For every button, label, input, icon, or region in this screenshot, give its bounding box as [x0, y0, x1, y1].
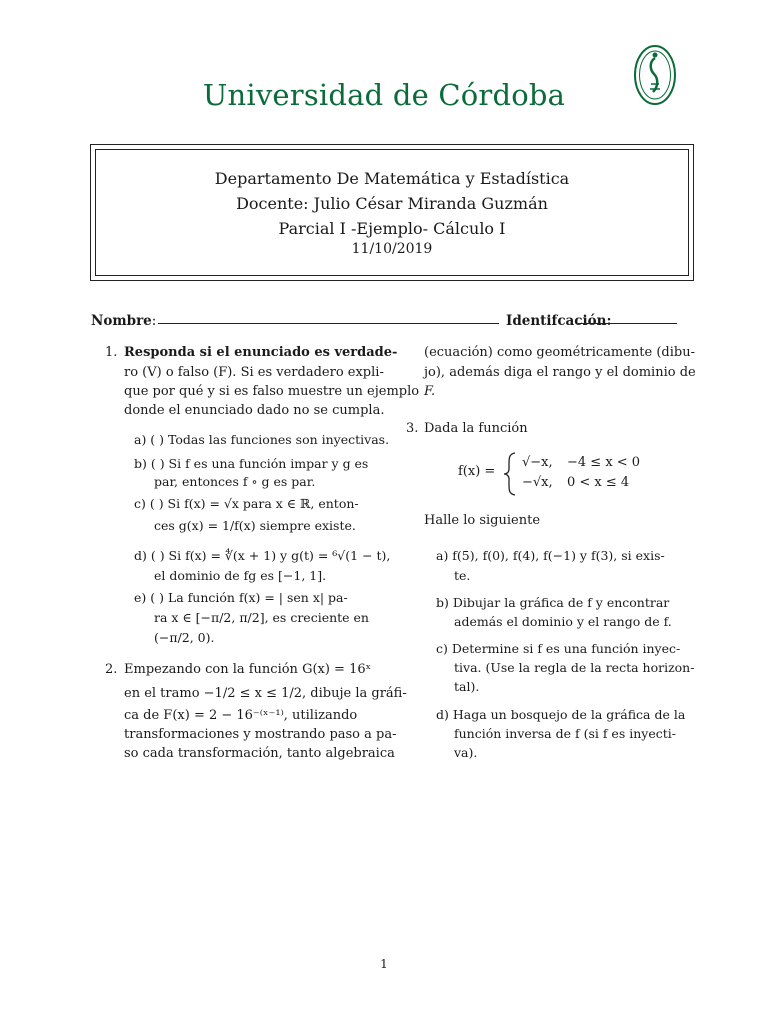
piecewise-brace: [503, 452, 517, 496]
teacher-name: Docente: Julio César Miranda Guzmán: [236, 194, 548, 213]
q3-item-d-2: función inversa de f (si f es inyecti-: [454, 726, 676, 741]
q2-line-2: en el tramo −1/2 ≤ x ≤ 1/2, dibuje la gráfi-: [124, 686, 407, 701]
q3-item-a-1: a) f(5), f(0), f(4), f(−1) y f(3), si exis-: [436, 548, 665, 563]
university-title: Universidad de Córdoba: [202, 78, 566, 112]
exam-date: 11/10/2019: [351, 241, 433, 257]
q1-item-e-3: (−π/2, 0).: [154, 630, 215, 645]
q1-item-e-2: ra x ∈ [−π/2, π/2], es creciente en: [154, 610, 369, 625]
q2-line-4: transformaciones y mostrando paso a pa-: [124, 727, 397, 742]
university-seal-logo: [633, 44, 677, 106]
exam-title: Parcial I -Ejemplo- Cálculo I: [278, 219, 506, 238]
q1-item-d-1: d) ( ) Si f(x) = ∜(x + 1) y g(t) = ⁶√(1 − t),: [134, 548, 391, 563]
q1-line-3: que por qué y si es falso muestre un ejemplo: [124, 384, 420, 399]
q1-item-a: a) ( ) Todas las funciones son inyectivas.: [134, 432, 390, 447]
q2-cont-3: F.: [424, 384, 436, 399]
q2-cont-1: (ecuación) como geométricamente (dibu-: [424, 345, 695, 360]
q1-line-2: ro (V) o falso (F). Si es verdadero expli-: [124, 365, 384, 380]
id-field[interactable]: [578, 311, 677, 324]
q3-item-a-2: te.: [454, 568, 471, 583]
q3-case-1-expr: √−x,: [522, 455, 553, 470]
q3-item-b-2: además el dominio y el rango de f.: [454, 614, 672, 629]
q3-item-b-1: b) Dibujar la gráfica de f y encontrar: [436, 595, 670, 610]
name-field[interactable]: [158, 311, 499, 324]
q3-case-1-cond: −4 ≤ x < 0: [567, 455, 641, 470]
name-row: Nombre:: [91, 313, 157, 329]
q3-item-d-3: va).: [454, 745, 478, 760]
q2-cont-2: jo), además diga el rango y el dominio de: [424, 365, 696, 380]
q3-function-lhs: f(x) =: [458, 464, 496, 479]
q3-case-2-expr: −√x,: [522, 475, 553, 490]
q2-line-1: Empezando con la función G(x) = 16ˣ: [124, 662, 372, 677]
department-name: Departamento De Matemática y Estadística: [214, 169, 570, 188]
q3-case-2-cond: 0 < x ≤ 4: [567, 475, 630, 490]
q3-item-c-2: tiva. (Use la regla de la recta horizon-: [454, 660, 695, 675]
header-box: [90, 144, 694, 281]
q3-number: 3.: [406, 421, 419, 436]
q1-number: 1.: [105, 345, 118, 360]
q1-line-1: Responda si el enunciado es verdade-: [124, 345, 398, 360]
id-label: Identifcación:: [506, 313, 612, 329]
q2-line-5: so cada transformación, tanto algebraica: [124, 746, 395, 761]
q2-line-3: ca de F(x) = 2 − 16⁻⁽ˣ⁻¹⁾, utilizando: [124, 708, 358, 723]
name-label: Nombre: [91, 313, 152, 329]
q2-number: 2.: [105, 662, 118, 677]
q3-item-d-1: d) Haga un bosquejo de la gráfica de la: [436, 707, 686, 722]
q1-line-4: donde el enunciado dado no se cumpla.: [124, 403, 385, 418]
q1-item-c-2: ces g(x) = 1/f(x) siempre existe.: [154, 518, 356, 533]
q1-item-b-1: b) ( ) Si f es una función impar y g es: [134, 456, 369, 471]
q3-intro: Dada la función: [424, 421, 528, 436]
q3-item-c-1: c) Determine si f es una función inyec-: [436, 641, 681, 656]
page-number: 1: [380, 957, 388, 971]
q1-item-e-1: e) ( ) La función f(x) = | sen x| pa-: [134, 590, 348, 605]
q1-item-b-2: par, entonces f ∘ g es par.: [154, 474, 316, 489]
q3-halle: Halle lo siguiente: [424, 513, 541, 528]
q1-item-d-2: el dominio de fg es [−1, 1].: [154, 568, 327, 583]
q3-item-c-3: tal).: [454, 679, 480, 694]
q1-item-c-1: c) ( ) Si f(x) = √x para x ∈ ℝ, enton-: [134, 496, 359, 511]
